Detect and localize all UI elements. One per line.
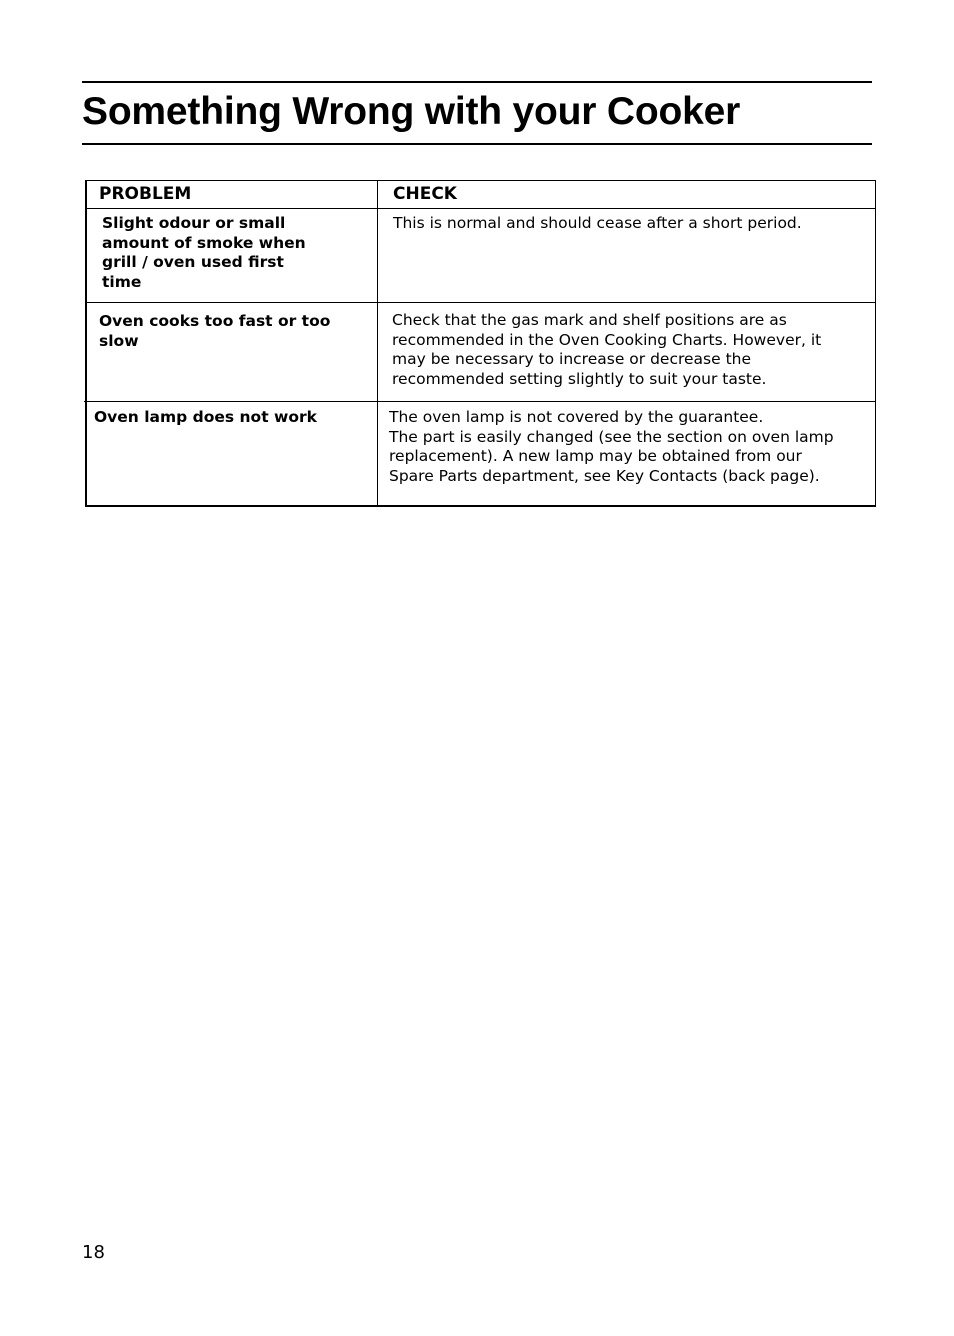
problem-cell: Oven cooks too fast or too slow xyxy=(99,312,331,350)
check-cell: The oven lamp is not covered by the guarantee. The part is easily changed (see the section on oven lamp replacement). A new lamp may be obtained from our Spare Parts department, see Key Contacts (back page). xyxy=(389,408,834,485)
header-row-divider xyxy=(87,208,875,209)
problem-cell: Oven lamp does not work xyxy=(94,408,317,426)
check-cell: This is normal and should cease after a short period. xyxy=(393,214,802,232)
check-column-header: CHECK xyxy=(393,184,457,204)
problem-cell: Slight odour or small amount of smoke when grill / oven used first time xyxy=(102,214,306,291)
page-number: 18 xyxy=(82,1242,105,1263)
title-bottom-rule xyxy=(82,143,872,145)
row-divider xyxy=(84,401,875,402)
check-cell: Check that the gas mark and shelf positions are as recommended in the Oven Cooking Charts. However, it may be necessary to increase or decrease the recommended setting slightly to suit your taste. xyxy=(392,311,822,388)
column-divider xyxy=(377,181,378,505)
page-title: Something Wrong with your Cooker xyxy=(82,90,741,133)
row-divider xyxy=(87,302,875,303)
title-top-rule xyxy=(82,81,872,83)
troubleshooting-table xyxy=(85,180,876,507)
problem-column-header: PROBLEM xyxy=(99,184,192,204)
